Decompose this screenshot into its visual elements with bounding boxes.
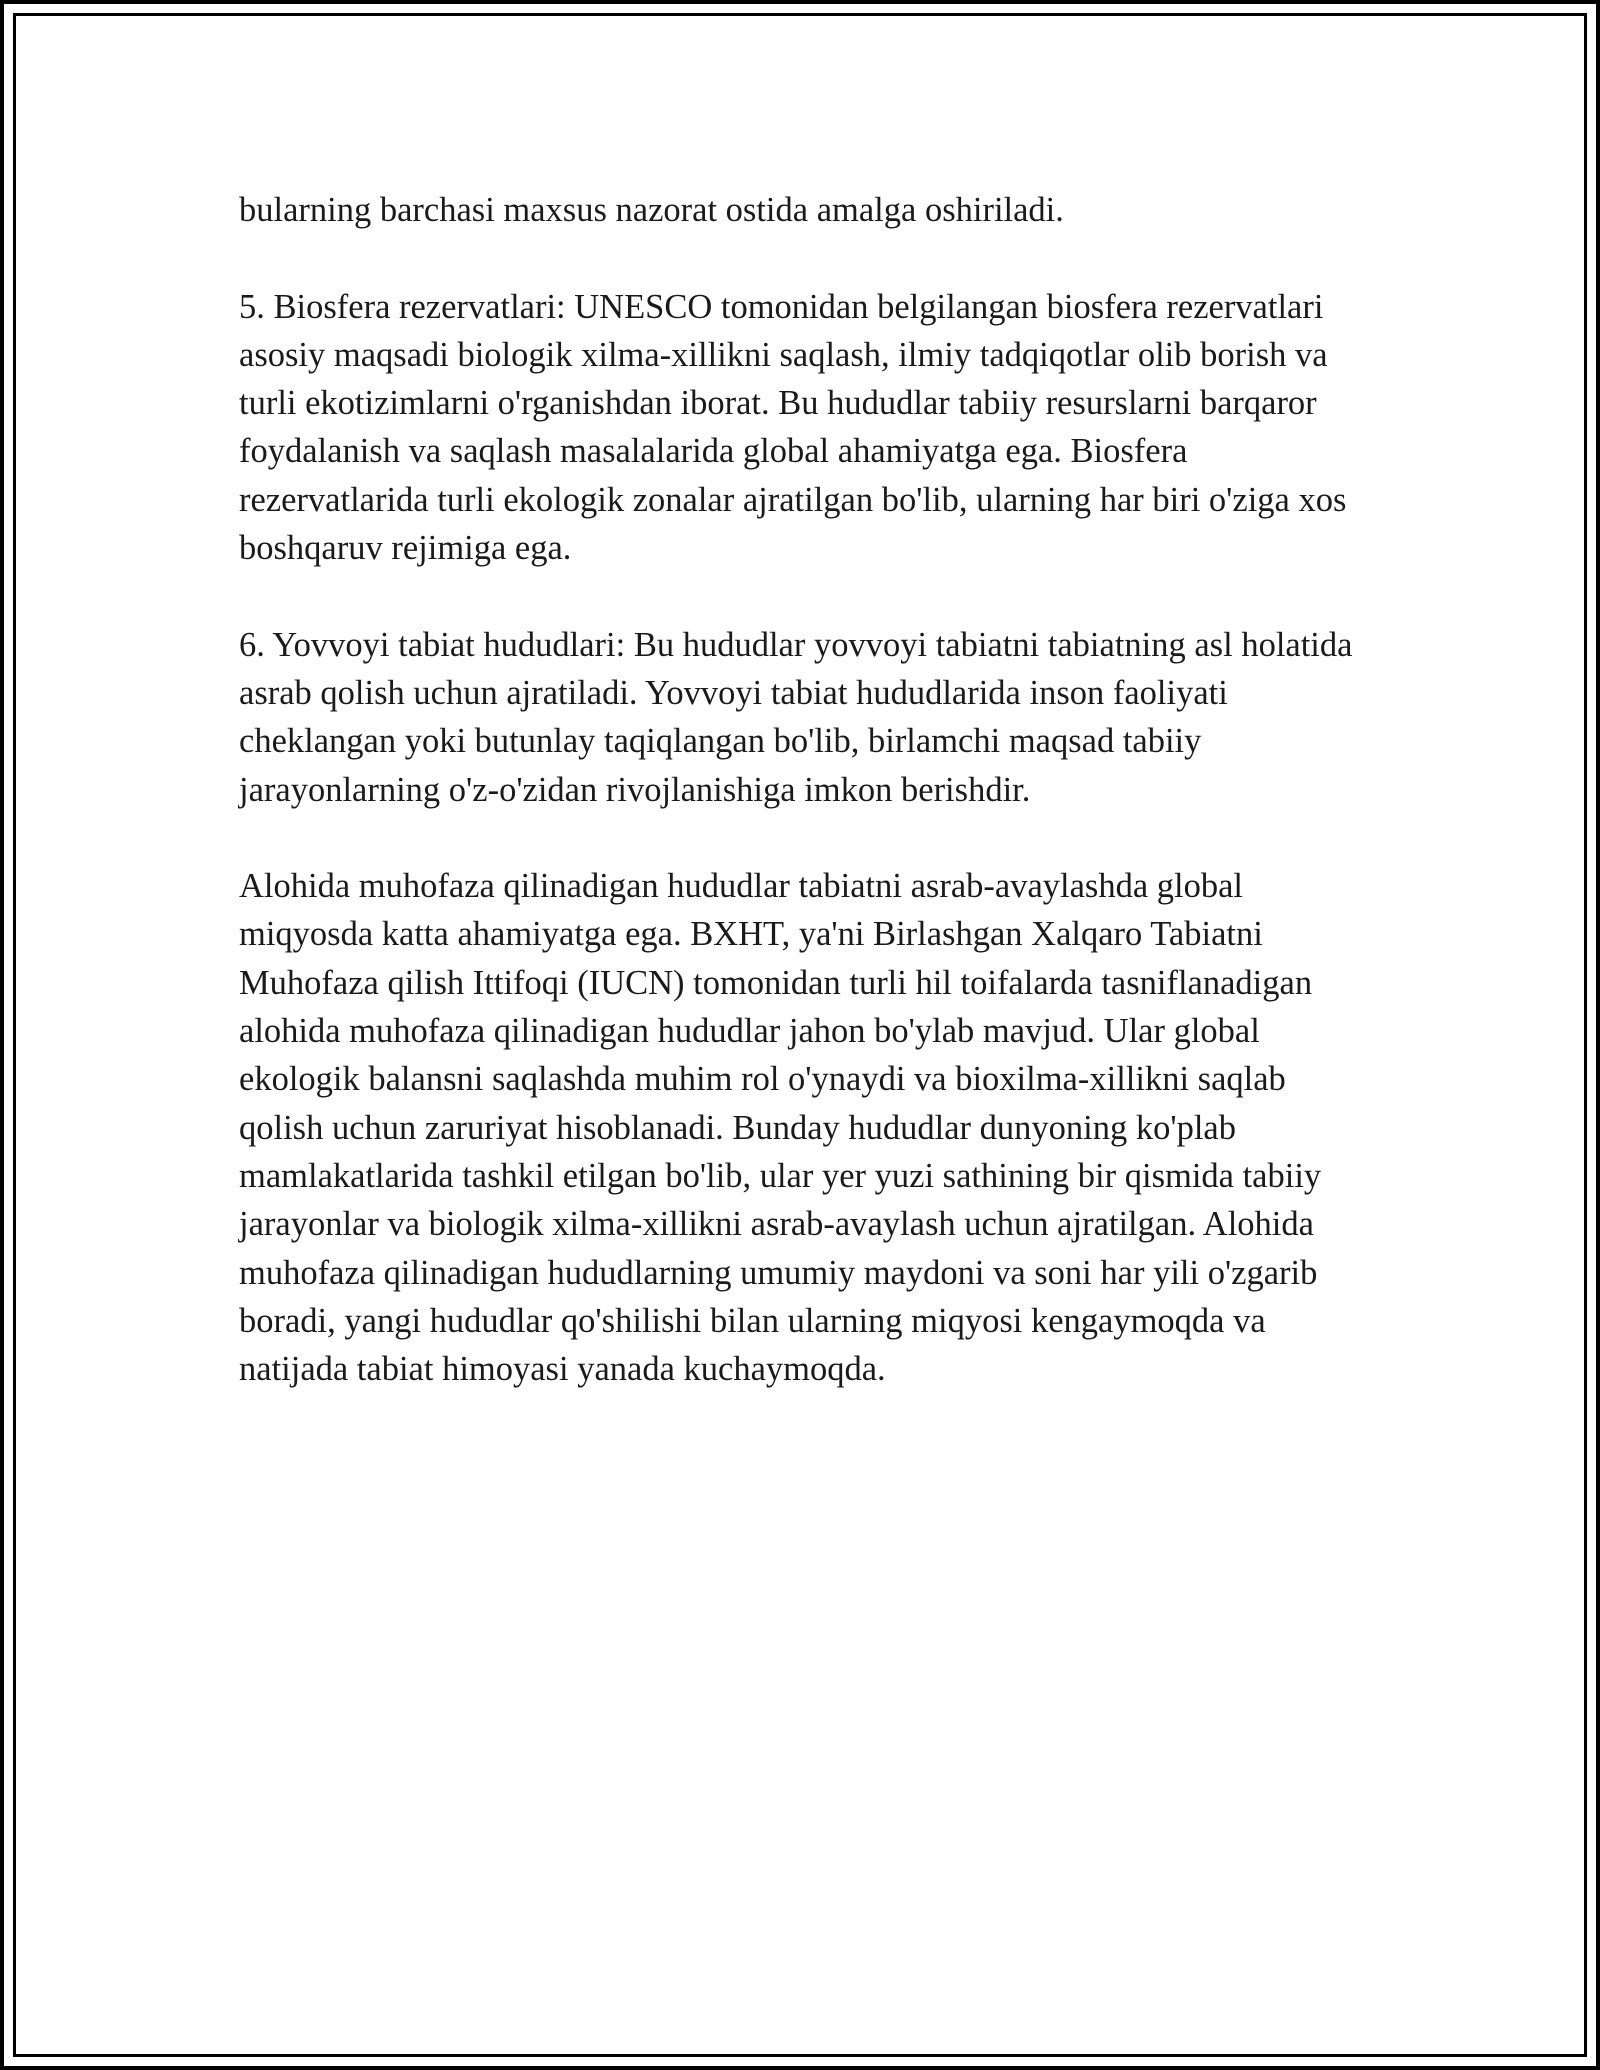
paragraph-wilderness-areas: 6. Yovvoyi tabiat hududlari: Bu hududlar yovvoyi tabiatni tabiatning asl holatida asrab qolish uchun ajratiladi. Yovvoyi tabiat hududlarida inson faoliyati cheklangan yoki butunlay taqiqlangan bo'lib, birlamchi maqsad tabiiy jarayonlarning o'z-o'zidan rivojlanishiga imkon berishdir. bbox=[239, 625, 1353, 809]
paragraph-continuation: bularning barchasi maxsus nazorat ostida amalga oshiriladi. bbox=[239, 191, 1064, 229]
paragraph-protected-areas-summary: Alohida muhofaza qilinadigan hududlar tabiatni asrab-avaylashda global miqyosda katta ahamiyatga ega. BXHT, ya'ni Birlashgan Xalqaro Tabiatni Muhofaza qilish Ittifoqi (IUCN) tomonidan turli hil toifalarda tasniflanadigan alohida muhofaza qilinadigan hududlar jahon bo'ylab mavjud. Ular global ekologik balansni saqlashda muhim rol o'ynaydi va bioxilma-xillikni saqlab qolish uchun zaruriyat hisoblanadi. Bunday hududlar dunyoning ko'plab mamlakatlarida tashkil etilgan bo'lib, ular yer yuzi sathining bir qismida tabiiy jarayonlar va biologik xilma-xillikni asrab-avaylash uchun ajratilgan. Alohida muhofaza qilinadigan hududlarning umumiy maydoni va soni har yili o'zgarib boradi, yangi hududlar qo'shilishi bilan ularning miqyosi kengaymoqda va natijada tabiat himoyasi yanada kuchaymoqda. bbox=[239, 867, 1322, 1389]
document-body bbox=[239, 186, 1374, 1442]
paragraph-biosphere-reserves: 5. Biosfera rezervatlari: UNESCO tomonidan belgilangan biosfera rezervatlari asosiy maqsadi biologik xilma-xillikni saqlash, ilmiy tadqiqotlar olib borish va turli ekotizimlarni o'rganishdan iborat. Bu hududlar tabiiy resurslarni barqaror foydalanish va saqlash masalalarida global ahamiyatga ega. Biosfera rezervatlarida turli ekologik zonalar ajratilgan bo'lib, ularning har biri o'ziga xos boshqaruv rejimiga ega. bbox=[239, 287, 1347, 568]
